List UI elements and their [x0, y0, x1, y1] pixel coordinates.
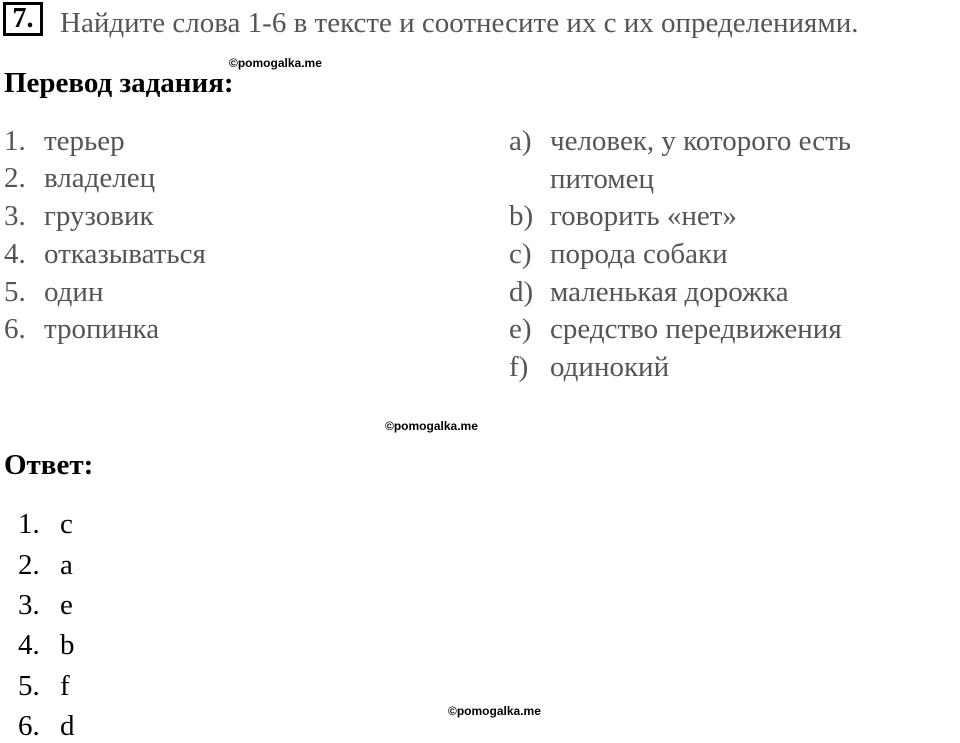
watermark: ©pomogalka.me — [229, 56, 322, 70]
list-item: 4. b — [18, 629, 75, 661]
task-number-box — [3, 2, 43, 36]
list-item: 2. a — [18, 549, 73, 581]
list-item: c) порода собаки — [509, 238, 728, 270]
list-item: 2. владелец — [4, 162, 156, 194]
list-item: 3. грузовик — [4, 200, 154, 232]
list-item: 6. тропинка — [4, 313, 160, 345]
list-item: 1. c — [18, 508, 73, 540]
list-item: d) маленькая дорожка — [509, 276, 789, 308]
list-item: 5. один — [4, 276, 104, 308]
list-item: a) человек, у которого есть питомец — [509, 125, 851, 195]
translation-heading: Перевод задания: — [4, 67, 234, 99]
list-item: b) говорить «нет» — [509, 200, 737, 232]
list-item: 3. e — [18, 589, 73, 621]
list-item: f) одинокий — [509, 351, 670, 383]
list-item: 4. отказываться — [4, 238, 206, 270]
list-item: 6. d — [18, 710, 75, 742]
task-number: 7. — [12, 3, 34, 34]
list-item: 1. терьер — [4, 125, 125, 157]
task-text: Найдите слова 1-6 в тексте и соотнесите их с их определениями. — [60, 7, 859, 39]
watermark: ©pomogalka.me — [448, 704, 541, 718]
answer-heading: Ответ: — [4, 449, 94, 481]
list-item: e) средство передвижения — [509, 313, 842, 345]
watermark: ©pomogalka.me — [385, 419, 478, 433]
list-item: 5. f — [18, 670, 70, 702]
